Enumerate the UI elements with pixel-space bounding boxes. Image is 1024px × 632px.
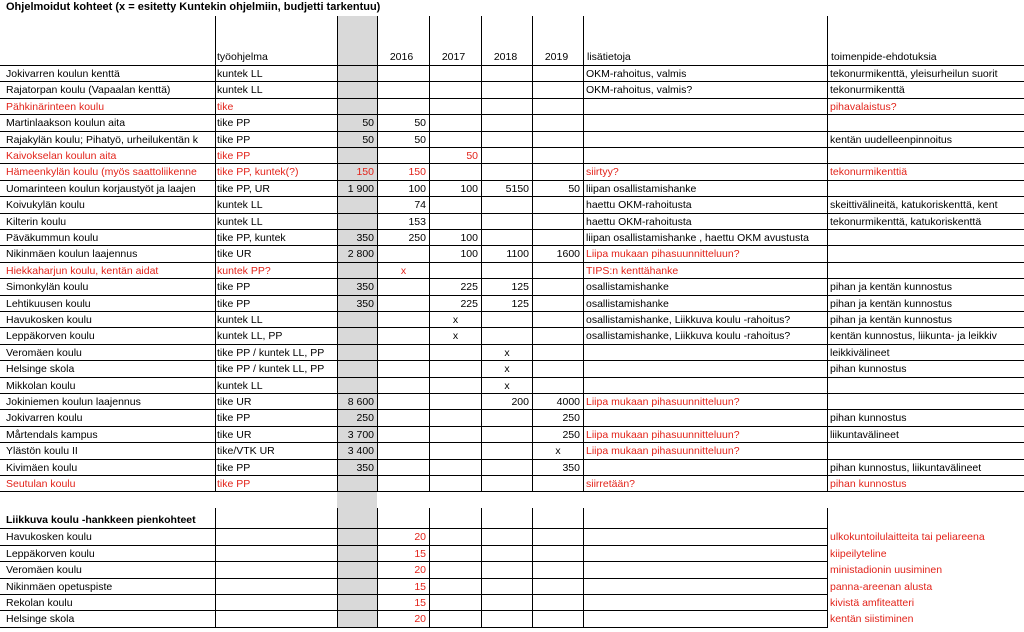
cell-name: Päväkummun koulu bbox=[6, 232, 99, 244]
cell-y2017 bbox=[430, 345, 481, 361]
cell-proposal: panna-areenan alusta bbox=[830, 580, 933, 593]
cell-y2019 bbox=[533, 197, 583, 213]
cell-proposal: tekonurmikenttä, yleisurheilun suorit bbox=[830, 68, 998, 80]
cell-y2019 bbox=[533, 214, 583, 230]
cell-kok: 1 900 bbox=[347, 182, 374, 195]
cell-name: Lehtikuusen koulu bbox=[6, 297, 91, 310]
cell-y2016 bbox=[378, 66, 429, 82]
cell-y2017 bbox=[430, 410, 481, 426]
cell-y2018 bbox=[482, 99, 532, 115]
cell-y2019 bbox=[533, 279, 583, 295]
cell-y2019 bbox=[533, 115, 583, 131]
cell-name: Pähkinärinteen koulu bbox=[6, 100, 105, 113]
cell-y2018: 125 bbox=[511, 297, 529, 310]
cell-prog: tike PP bbox=[217, 412, 251, 425]
table-row bbox=[0, 263, 1024, 279]
cell-y2018 bbox=[482, 164, 532, 180]
cell-proposal bbox=[828, 378, 1024, 394]
cell-y2016 bbox=[378, 328, 429, 344]
section2-title: Liikkuva koulu -hankkeen pienkohteet bbox=[6, 514, 196, 527]
cell-proposal: pihan kunnostus bbox=[830, 478, 907, 490]
cell-kok bbox=[337, 99, 377, 115]
cell-y2017 bbox=[430, 394, 481, 410]
cell-kok bbox=[337, 66, 377, 82]
pienkohde-row bbox=[0, 546, 1024, 562]
cell-name: Veromäen koulu bbox=[6, 564, 82, 577]
pienkohde-row bbox=[0, 529, 1024, 545]
cell-y2019 bbox=[533, 296, 583, 312]
cell-prog: tike PP / kuntek LL, PP bbox=[217, 363, 325, 376]
cell-proposal bbox=[828, 394, 1024, 410]
table-row bbox=[0, 410, 1024, 426]
cell-kok: 350 bbox=[356, 297, 374, 310]
cell-proposal: tekonurmikenttä bbox=[830, 84, 905, 97]
cell-name: Rekolan koulu bbox=[6, 597, 73, 609]
cell-proposal: tekonurmikenttä, katukoriskenttä bbox=[830, 215, 982, 228]
cell-info: liipan osallistamishanke , haettu OKM avustusta bbox=[586, 232, 809, 244]
cell-y2018: x bbox=[504, 379, 510, 392]
pienkohde-row bbox=[0, 611, 1024, 627]
cell-info: haettu OKM-rahoitusta bbox=[586, 215, 692, 228]
cell-y2016 bbox=[378, 410, 429, 426]
cell-y2018: 5150 bbox=[505, 182, 529, 195]
pienkohde-row bbox=[0, 579, 1024, 595]
table-row bbox=[0, 164, 1024, 180]
cell-y2016: 15 bbox=[414, 597, 426, 609]
cell-y2018 bbox=[482, 82, 532, 98]
cell-y2016: 20 bbox=[414, 531, 426, 544]
cell-y2018 bbox=[482, 328, 532, 344]
cell-proposal: liikuntavälineet bbox=[830, 428, 899, 441]
table-row bbox=[0, 197, 1024, 213]
cell-y2017 bbox=[430, 460, 481, 476]
table-row bbox=[0, 246, 1024, 262]
cell-y2018 bbox=[482, 230, 532, 246]
cell-kok: 3 400 bbox=[347, 445, 374, 458]
header-toimenpide: toimenpide-ehdotuksia bbox=[831, 51, 937, 63]
cell-info: TIPS:n kenttähanke bbox=[586, 264, 679, 277]
cell-prog: kuntek LL bbox=[217, 199, 263, 212]
cell-y2019 bbox=[533, 378, 583, 394]
cell-y2018 bbox=[482, 132, 532, 148]
cell-prog: tike PP bbox=[217, 150, 251, 162]
table-row bbox=[0, 148, 1024, 164]
table-row bbox=[0, 328, 1024, 344]
cell-y2016: 15 bbox=[414, 547, 426, 560]
cell-kok: 3 700 bbox=[347, 428, 374, 441]
cell-kok bbox=[337, 476, 377, 492]
cell-prog: tike UR bbox=[217, 248, 252, 261]
table-row bbox=[0, 443, 1024, 459]
pienkohde-row bbox=[0, 595, 1024, 611]
cell-kok: 8 600 bbox=[347, 396, 374, 408]
cell-y2019 bbox=[533, 361, 583, 377]
cell-info: Liipa mukaan pihasuunnitteluun? bbox=[586, 428, 740, 441]
cell-name: Veromäen koulu bbox=[6, 346, 82, 359]
cell-y2016 bbox=[378, 476, 429, 492]
cell-y2017 bbox=[430, 197, 481, 213]
table-row bbox=[0, 312, 1024, 328]
cell-y2016 bbox=[378, 148, 429, 164]
header-2019: 2019 bbox=[544, 51, 569, 63]
cell-proposal bbox=[828, 263, 1024, 279]
cell-y2017 bbox=[430, 427, 481, 443]
cell-info: osallistamishanke bbox=[586, 297, 669, 310]
cell-name: Jokivarren koulun kenttä bbox=[6, 68, 120, 80]
table-row bbox=[0, 82, 1024, 98]
cell-y2019 bbox=[533, 148, 583, 164]
cell-kok bbox=[337, 197, 377, 213]
sheet-title: Ohjelmoidut kohteet (x = esitetty Kuntekin ohjelmiin, budjetti tarkentuu) bbox=[6, 1, 381, 13]
cell-y2016 bbox=[378, 279, 429, 295]
cell-y2016 bbox=[378, 345, 429, 361]
cell-y2016 bbox=[378, 460, 429, 476]
cell-y2018 bbox=[482, 66, 532, 82]
cell-y2019 bbox=[533, 345, 583, 361]
table-row bbox=[0, 427, 1024, 443]
cell-y2016: 50 bbox=[414, 133, 426, 146]
cell-y2019 bbox=[533, 312, 583, 328]
cell-y2016: 150 bbox=[408, 166, 426, 179]
cell-kok bbox=[337, 378, 377, 394]
cell-y2017 bbox=[430, 132, 481, 148]
cell-proposal: pihan ja kentän kunnostus bbox=[830, 314, 953, 326]
cell-proposal: kentän siistiminen bbox=[830, 613, 914, 626]
cell-y2016: 15 bbox=[414, 580, 426, 593]
table-row bbox=[0, 230, 1024, 246]
cell-y2018 bbox=[482, 197, 532, 213]
cell-proposal bbox=[828, 443, 1024, 459]
cell-prog: kuntek LL bbox=[217, 215, 263, 228]
cell-kok: 2 800 bbox=[347, 248, 374, 261]
cell-y2018: x bbox=[504, 346, 510, 359]
cell-name: Mårtendals kampus bbox=[6, 428, 98, 441]
table-row bbox=[0, 99, 1024, 115]
cell-name: Havukosken koulu bbox=[6, 531, 92, 544]
cell-y2017: 225 bbox=[460, 281, 478, 294]
table-row bbox=[0, 279, 1024, 295]
cell-y2016 bbox=[378, 296, 429, 312]
cell-name: Rajakylän koulu; Pihatyö, urheilukentän k bbox=[6, 133, 199, 146]
cell-proposal: pihan ja kentän kunnostus bbox=[830, 297, 953, 310]
cell-y2017 bbox=[430, 66, 481, 82]
cell-info bbox=[584, 378, 827, 394]
cell-kok bbox=[337, 214, 377, 230]
cell-y2017 bbox=[430, 214, 481, 230]
cell-kok: 350 bbox=[356, 461, 374, 474]
cell-proposal bbox=[828, 115, 1024, 131]
header-2016: 2016 bbox=[389, 51, 414, 63]
cell-y2016 bbox=[378, 82, 429, 98]
cell-prog: tike PP, kuntek(?) bbox=[217, 166, 299, 179]
cell-y2018 bbox=[482, 214, 532, 230]
cell-y2017 bbox=[430, 115, 481, 131]
cell-prog: kuntek LL bbox=[217, 379, 263, 392]
cell-name: Hämeenkylän koulu (myös saattoliikenne bbox=[6, 166, 197, 179]
cell-kok bbox=[337, 312, 377, 328]
cell-kok: 250 bbox=[356, 412, 374, 425]
cell-y2017 bbox=[430, 82, 481, 98]
cell-proposal: pihavalaistus? bbox=[830, 100, 897, 113]
cell-y2017 bbox=[430, 476, 481, 492]
cell-info bbox=[584, 115, 827, 131]
cell-info bbox=[584, 132, 827, 148]
cell-y2017: 50 bbox=[466, 150, 478, 162]
cell-kok bbox=[337, 361, 377, 377]
cell-info: liipan osallistamishanke bbox=[586, 182, 697, 195]
table-row bbox=[0, 115, 1024, 131]
cell-info: Liipa mukaan pihasuunnitteluun? bbox=[586, 248, 740, 261]
cell-info: osallistamishanke bbox=[586, 281, 669, 294]
cell-y2019 bbox=[533, 328, 583, 344]
cell-prog: kuntek PP? bbox=[217, 264, 271, 277]
cell-name: Helsinge skola bbox=[6, 363, 75, 376]
cell-proposal: ulkokuntoilulaitteita tai peliareena bbox=[830, 531, 985, 544]
cell-prog: kuntek LL bbox=[217, 84, 263, 97]
cell-y2018 bbox=[482, 312, 532, 328]
cell-prog: tike PP bbox=[217, 133, 251, 146]
header-tyoohjelma: työohjelma bbox=[217, 51, 268, 63]
table-row bbox=[0, 345, 1024, 361]
cell-info bbox=[584, 361, 827, 377]
cell-y2016 bbox=[378, 427, 429, 443]
cell-prog: tike PP, UR bbox=[217, 182, 270, 195]
header-2018: 2018 bbox=[493, 51, 518, 63]
cell-prog: tike PP bbox=[217, 461, 251, 474]
cell-y2018: x bbox=[504, 363, 510, 376]
cell-name: Ylästön koulu II bbox=[6, 445, 78, 458]
cell-name: Helsinge skola bbox=[6, 613, 75, 626]
cell-info: osallistamishanke, Liikkuva koulu -rahoitus? bbox=[586, 314, 791, 326]
cell-y2018 bbox=[482, 476, 532, 492]
cell-y2019: 1600 bbox=[556, 248, 580, 261]
table-row bbox=[0, 378, 1024, 394]
cell-name: Jokivarren koulu bbox=[6, 412, 83, 425]
cell-proposal bbox=[828, 181, 1024, 197]
cell-y2016 bbox=[378, 378, 429, 394]
cell-name: Uomarinteen koulun korjaustyöt ja laajen bbox=[6, 182, 196, 195]
cell-y2017: x bbox=[452, 314, 459, 326]
cell-info bbox=[584, 345, 827, 361]
cell-proposal: tekonurmikenttiä bbox=[830, 166, 908, 179]
cell-proposal: ministadionin uusiminen bbox=[830, 564, 943, 577]
cell-name: Rajatorpan koulu (Vapaalan kenttä) bbox=[6, 84, 171, 97]
cell-prog: tike PP, kuntek bbox=[217, 232, 286, 244]
cell-y2016 bbox=[378, 394, 429, 410]
cell-name: Jokiniemen koulun laajennus bbox=[6, 396, 141, 408]
cell-proposal: kentän kunnostus, liikunta- ja leikkiv bbox=[830, 330, 997, 343]
cell-y2019 bbox=[533, 164, 583, 180]
cell-y2019 bbox=[533, 99, 583, 115]
cell-kok bbox=[337, 148, 377, 164]
cell-name: Leppäkorven koulu bbox=[6, 330, 95, 343]
cell-y2018 bbox=[482, 148, 532, 164]
cell-y2016: 50 bbox=[414, 117, 426, 130]
cell-info bbox=[584, 410, 827, 426]
cell-y2018 bbox=[482, 427, 532, 443]
cell-y2016 bbox=[378, 99, 429, 115]
cell-y2019: 50 bbox=[568, 182, 580, 195]
header-2017: 2017 bbox=[441, 51, 466, 63]
cell-y2016 bbox=[378, 246, 429, 262]
cell-y2018 bbox=[482, 410, 532, 426]
cell-name: Nikinmäen opetuspiste bbox=[6, 580, 113, 593]
row-divider bbox=[0, 627, 827, 628]
cell-y2017: 100 bbox=[460, 232, 478, 244]
cell-y2017 bbox=[430, 99, 481, 115]
cell-kok: 50 bbox=[362, 133, 374, 146]
cell-info: Liipa mukaan pihasuunnitteluun? bbox=[586, 445, 740, 458]
cell-y2018 bbox=[482, 263, 532, 279]
cell-y2019: 350 bbox=[562, 461, 580, 474]
cell-info bbox=[584, 99, 827, 115]
cell-kok: 50 bbox=[362, 117, 374, 130]
table-row bbox=[0, 214, 1024, 230]
cell-y2016: 74 bbox=[414, 199, 426, 212]
cell-name: Mikkolan koulu bbox=[6, 379, 76, 392]
table-row bbox=[0, 394, 1024, 410]
cell-y2019 bbox=[533, 132, 583, 148]
cell-proposal: pihan kunnostus bbox=[830, 412, 907, 425]
cell-prog: tike PP / kuntek LL, PP bbox=[217, 346, 325, 359]
cell-y2019 bbox=[533, 82, 583, 98]
cell-proposal: skeittivälineitä, katukoriskenttä, kent bbox=[830, 199, 998, 212]
cell-y2019 bbox=[533, 263, 583, 279]
cell-info bbox=[584, 148, 827, 164]
table-row bbox=[0, 476, 1024, 492]
cell-prog: tike PP bbox=[217, 297, 251, 310]
cell-info: OKM-rahoitus, valmis bbox=[586, 68, 687, 80]
cell-y2019: 250 bbox=[562, 428, 580, 441]
cell-prog: tike PP bbox=[217, 478, 251, 490]
table-row bbox=[0, 460, 1024, 476]
cell-y2017 bbox=[430, 443, 481, 459]
cell-y2017 bbox=[430, 263, 481, 279]
cell-y2017: 225 bbox=[460, 297, 478, 310]
cell-proposal: pihan kunnostus bbox=[830, 363, 907, 376]
cell-prog: tike UR bbox=[217, 428, 252, 441]
cell-y2016 bbox=[378, 312, 429, 328]
cell-prog: tike PP bbox=[217, 281, 251, 294]
cell-name: Nikinmäen koulun laajennus bbox=[6, 248, 138, 261]
cell-kok: 350 bbox=[356, 232, 374, 244]
cell-y2017 bbox=[430, 378, 481, 394]
cell-prog: kuntek LL, PP bbox=[217, 330, 283, 343]
cell-proposal: leikkivälineet bbox=[830, 346, 890, 359]
cell-y2019: x bbox=[555, 445, 561, 458]
cell-y2016: 153 bbox=[408, 215, 426, 228]
cell-y2016: 20 bbox=[414, 613, 426, 626]
pienkohde-row bbox=[0, 562, 1024, 578]
cell-y2016: 250 bbox=[408, 232, 426, 244]
cell-proposal bbox=[828, 148, 1024, 164]
cell-kok bbox=[337, 82, 377, 98]
row-divider bbox=[0, 491, 1024, 492]
cell-y2017 bbox=[430, 164, 481, 180]
table-row bbox=[0, 361, 1024, 377]
cell-y2019: 4000 bbox=[556, 396, 580, 408]
cell-y2019 bbox=[533, 476, 583, 492]
cell-y2018 bbox=[482, 443, 532, 459]
cell-name: Simonkylän koulu bbox=[6, 281, 89, 294]
cell-name: Seutulan koulu bbox=[6, 478, 76, 490]
cell-y2016: 20 bbox=[414, 564, 426, 577]
cell-name: Hiekkaharjun koulu, kentän aidat bbox=[6, 264, 159, 277]
cell-info: siirretään? bbox=[586, 478, 636, 490]
cell-prog: tike/VTK UR bbox=[217, 445, 275, 458]
cell-y2017 bbox=[430, 361, 481, 377]
cell-info: haettu OKM-rahoitusta bbox=[586, 199, 692, 212]
cell-kok bbox=[337, 263, 377, 279]
cell-proposal: pihan ja kentän kunnostus bbox=[830, 281, 953, 294]
cell-name: Koivukylän koulu bbox=[6, 199, 85, 212]
cell-y2018 bbox=[482, 115, 532, 131]
cell-prog: tike UR bbox=[217, 396, 252, 408]
cell-kok bbox=[337, 328, 377, 344]
cell-prog: kuntek LL bbox=[217, 314, 263, 326]
table-row bbox=[0, 296, 1024, 312]
cell-y2019 bbox=[533, 230, 583, 246]
cell-proposal: pihan kunnostus, liikuntavälineet bbox=[830, 461, 982, 474]
cell-y2017: 100 bbox=[460, 182, 478, 195]
cell-y2017: 100 bbox=[460, 248, 478, 261]
cell-name: Kaivokselan koulun aita bbox=[6, 150, 117, 162]
cell-prog: tike PP bbox=[217, 117, 251, 130]
cell-info: siirtyy? bbox=[586, 166, 619, 179]
table-row bbox=[0, 132, 1024, 148]
cell-y2016 bbox=[378, 361, 429, 377]
table-row bbox=[0, 66, 1024, 82]
table-row bbox=[0, 181, 1024, 197]
cell-name: Havukosken koulu bbox=[6, 314, 92, 326]
header-lisatietoja: lisätietoja bbox=[587, 51, 631, 63]
cell-proposal bbox=[828, 246, 1024, 262]
cell-name: Martinlaakson koulun aita bbox=[6, 117, 126, 130]
cell-y2018: 200 bbox=[511, 396, 529, 408]
cell-proposal: kentän uudelleenpinnoitus bbox=[830, 133, 953, 146]
cell-name: Leppäkorven koulu bbox=[6, 547, 95, 560]
cell-prog: tike bbox=[217, 100, 234, 113]
cell-kok bbox=[337, 345, 377, 361]
cell-info: Liipa mukaan pihasuunnitteluun? bbox=[586, 396, 740, 408]
cell-kok: 150 bbox=[356, 166, 374, 179]
cell-proposal: kiipeilyteline bbox=[830, 547, 887, 560]
cell-y2016: x bbox=[400, 264, 407, 277]
cell-y2017: x bbox=[452, 330, 459, 343]
cell-y2018 bbox=[482, 460, 532, 476]
cell-info: osallistamishanke, Liikkuva koulu -rahoitus? bbox=[586, 330, 791, 343]
cell-y2019: 250 bbox=[562, 412, 580, 425]
cell-y2016: 100 bbox=[408, 182, 426, 195]
cell-y2019 bbox=[533, 66, 583, 82]
cell-name: Kivimäen koulu bbox=[6, 461, 78, 474]
cell-proposal bbox=[828, 230, 1024, 246]
cell-prog: kuntek LL bbox=[217, 68, 263, 80]
cell-info bbox=[584, 460, 827, 476]
cell-y2018: 1100 bbox=[506, 248, 529, 261]
cell-name: Kilterin koulu bbox=[6, 215, 67, 228]
cell-y2016 bbox=[378, 443, 429, 459]
cell-kok: 350 bbox=[356, 281, 374, 294]
cell-y2018: 125 bbox=[511, 281, 529, 294]
cell-proposal: kivistä amfiteatteri bbox=[830, 597, 915, 609]
cell-info: OKM-rahoitus, valmis? bbox=[586, 84, 693, 97]
